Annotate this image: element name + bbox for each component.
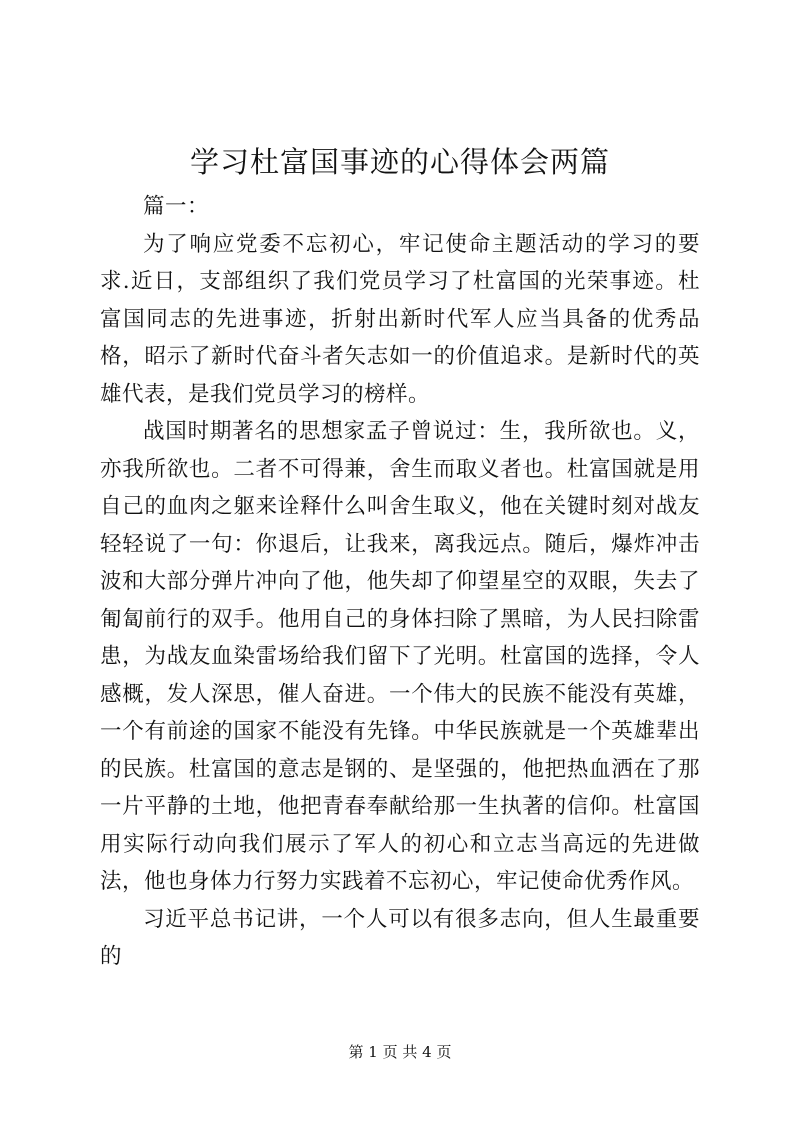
document-body [100, 188, 700, 976]
paragraph-2: 战国时期著名的思想家孟子曾说过：生，我所欲也。义，亦我所欲也。二者不可得兼，舍生而取义者也。杜富国就是用自己的血肉之躯来诠释什么叫舍生取义，他在关键时刻对战友轻轻说了一句：你退后，让我来，离我远点。随后，爆炸冲击波和大部分弹片冲向了他，他失却了仰望星空的双眼，失去了匍匐前行的双手。他用自己的身体扫除了黑暗，为人民扫除雷患，为战友血染雷场给我们留下了光明。杜富国的选择，令人感概，发人深思，催人奋进。一个伟大的民族不能没有英雄，一个有前途的国家不能没有先锋。中华民族就是一个英雄辈出的民族。杜富国的意志是钢的、是坚强的，他把热血洒在了那一片平静的土地，他把青春奉献给那一生执著的信仰。杜富国用实际行动向我们展示了军人的初心和立志当高远的先进做法，他也身体力行努力实践着不忘初心，牢记使命优秀作风。 [100, 419, 700, 894]
document-title: 学习杜富国事迹的心得体会两篇 [189, 145, 610, 179]
page-number-footer: 第 1 页 共 4 页 [348, 1043, 452, 1061]
paragraph-3: 习近平总书记讲，一个人可以有很多志向，但人生最重要的 [100, 906, 700, 969]
paragraph-1: 为了响应党委不忘初心，牢记使命主题活动的学习的要求.近日，支部组织了我们党员学习了杜富国的光荣事迹。杜富国同志的先进事迹，折射出新时代军人应当具备的优秀品格，昭示了新时代奋斗者矢志如一的价值追求。是新时代的英雄代表，是我们党员学习的榜样。 [100, 231, 700, 407]
section-label: 篇一： [143, 194, 210, 219]
